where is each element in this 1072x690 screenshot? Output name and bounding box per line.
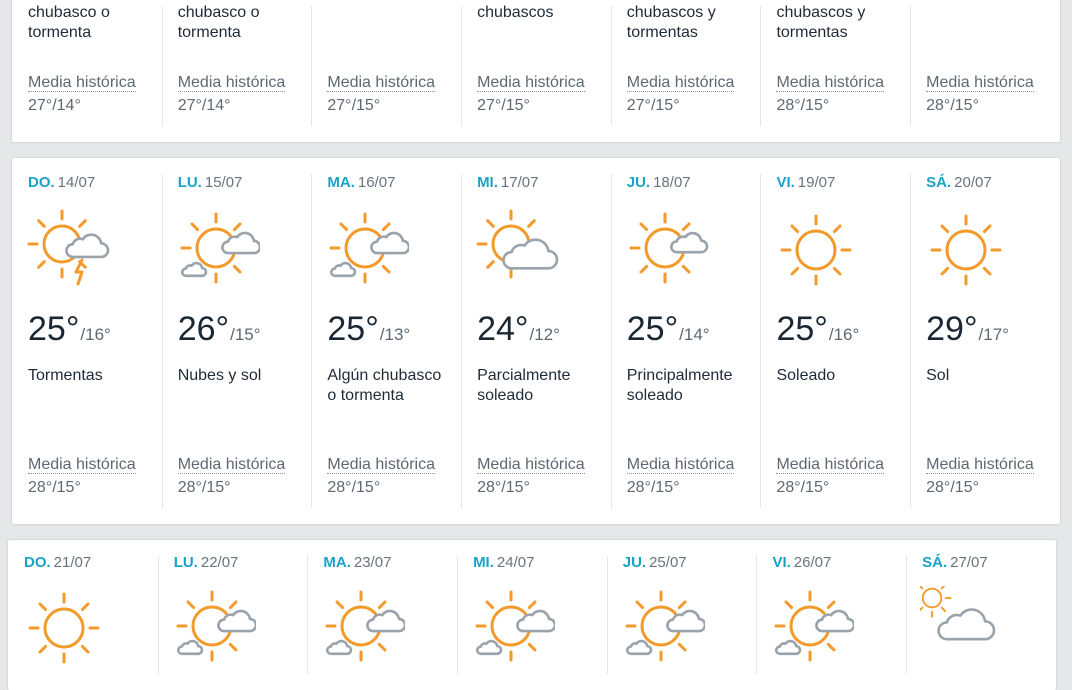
day-date	[178, 174, 243, 191]
historical-average	[327, 72, 435, 117]
historical-value: 28°/15°	[926, 479, 979, 496]
day-date	[922, 554, 988, 571]
historical-label[interactable]: Media histórica	[327, 74, 435, 91]
day-name: VI.	[776, 174, 795, 191]
sun-icon	[22, 586, 106, 670]
temperatures	[776, 310, 859, 349]
date-value: 25/07	[649, 554, 687, 571]
historical-average	[776, 72, 884, 117]
day-name: MI.	[477, 174, 498, 191]
day-name: JU.	[626, 174, 651, 191]
sun-clouds-icon	[325, 208, 409, 292]
sun-clouds-icon	[172, 586, 256, 670]
forecast-card-week-3	[8, 540, 1056, 690]
day-date	[627, 174, 691, 191]
historical-average	[178, 72, 286, 117]
min-temp: /16°	[80, 325, 111, 344]
min-temp: /15°	[230, 325, 261, 344]
day-date	[24, 554, 91, 571]
temperatures	[178, 310, 261, 349]
date-value: 14/07	[57, 174, 96, 191]
forecast-card-week-2	[12, 158, 1060, 524]
day-name: MI.	[473, 554, 494, 571]
day-column[interactable]	[461, 158, 611, 524]
historical-label[interactable]: Media histórica	[926, 456, 1034, 473]
day-date	[174, 554, 239, 571]
day-column[interactable]	[611, 158, 761, 524]
max-temp: 25°	[327, 310, 379, 348]
historical-label[interactable]: Media histórica	[776, 74, 885, 91]
day-name: JU.	[622, 554, 647, 571]
date-value: 26/07	[793, 554, 832, 571]
condition-text: Soleado	[776, 367, 836, 384]
condition-text: Algún chubasco o tormenta	[327, 367, 442, 404]
day-column[interactable]	[607, 540, 757, 690]
historical-value: 28°/15°	[776, 479, 830, 496]
temperatures	[28, 310, 111, 349]
date-value: 21/07	[53, 554, 92, 571]
day-column[interactable]	[307, 540, 457, 690]
max-temp: 25°	[776, 310, 828, 348]
historical-label[interactable]: Media histórica	[477, 74, 585, 91]
historical-value: 27°/15°	[477, 97, 530, 114]
date-value: 24/07	[496, 554, 535, 571]
condition-text: Tormentas	[28, 367, 103, 384]
day-date	[776, 174, 835, 191]
day-name: MA.	[323, 554, 351, 571]
temperatures	[477, 310, 560, 349]
historical-average	[627, 72, 735, 117]
historical-value: 28°/15°	[177, 479, 231, 496]
historical-average	[28, 454, 136, 499]
day-column[interactable]	[906, 540, 1056, 690]
condition-text: Nubes y sol	[177, 367, 262, 384]
max-temp: 25°	[28, 310, 80, 348]
day-column[interactable]	[756, 540, 906, 690]
historical-value: 28°/15°	[28, 479, 81, 496]
condition-text: Parcialmente soleado	[477, 367, 571, 404]
historical-label[interactable]: Media histórica	[28, 456, 136, 473]
day-column[interactable]	[12, 158, 162, 524]
sun-cloud-lightning-icon	[26, 208, 110, 292]
day-column[interactable]	[162, 158, 312, 524]
temperatures	[327, 310, 410, 349]
historical-label[interactable]: Media histórica	[477, 456, 585, 473]
forecast-card-week-1	[12, 0, 1060, 142]
condition-text: chubascos y tormentas	[626, 4, 716, 41]
historical-value: 27°/15°	[626, 97, 680, 114]
historical-label[interactable]: Media histórica	[177, 456, 286, 473]
min-temp: /16°	[828, 325, 860, 344]
sun-clouds-icon	[770, 586, 854, 670]
day-column[interactable]	[910, 158, 1060, 524]
date-value: 20/07	[954, 174, 992, 191]
day-column	[910, 0, 1060, 142]
day-column	[760, 0, 910, 142]
day-name: LU.	[173, 554, 198, 571]
day-date	[327, 174, 395, 191]
condition-text: chubasco o tormenta	[28, 4, 110, 41]
cloud-small-sun-icon	[920, 586, 1004, 670]
historical-average	[327, 454, 435, 499]
day-name: MA.	[327, 174, 355, 191]
historical-average	[926, 72, 1034, 117]
day-column[interactable]	[457, 540, 607, 690]
historical-label[interactable]: Media histórica	[28, 74, 136, 91]
date-value: 17/07	[500, 174, 539, 191]
day-name: VI.	[772, 554, 791, 571]
temperatures	[627, 310, 710, 349]
day-date	[477, 174, 538, 191]
historical-value: 28°/15°	[926, 97, 979, 114]
date-value: 18/07	[653, 174, 691, 191]
sun-clouds-icon	[621, 586, 705, 670]
day-date	[623, 554, 687, 571]
day-name: DO.	[28, 174, 55, 191]
day-date	[772, 554, 831, 571]
historical-value: 27°/14°	[177, 97, 231, 114]
condition-text: Sol	[926, 367, 950, 384]
max-temp: 25°	[626, 310, 679, 348]
historical-label[interactable]: Media histórica	[177, 74, 286, 91]
historical-label[interactable]: Media histórica	[776, 456, 885, 473]
max-temp: 29°	[926, 310, 978, 348]
date-value: 16/07	[357, 174, 396, 191]
historical-average	[477, 454, 585, 499]
historical-value: 28°/15°	[626, 479, 680, 496]
min-temp: /14°	[679, 325, 710, 344]
day-column[interactable]	[158, 540, 308, 690]
day-column[interactable]	[8, 540, 158, 690]
day-name: SÁ.	[926, 174, 952, 191]
min-temp: /12°	[529, 325, 560, 344]
date-value: 27/07	[950, 554, 988, 571]
condition-text: chubascos	[477, 4, 554, 21]
sun-clouds-icon	[471, 586, 555, 670]
historical-label[interactable]: Media histórica	[926, 74, 1034, 91]
min-temp: /13°	[379, 325, 411, 344]
condition-text: chubasco o tormenta	[177, 4, 260, 41]
day-name: SÁ.	[922, 554, 948, 571]
day-date	[323, 554, 391, 571]
historical-average	[28, 72, 136, 117]
condition-text: Principalmente soleado	[626, 367, 733, 404]
sun-icon	[774, 208, 858, 292]
date-value: 19/07	[797, 174, 836, 191]
historical-value: 28°/15°	[327, 479, 381, 496]
sun-clouds-icon	[321, 586, 405, 670]
date-value: 22/07	[200, 554, 239, 571]
historical-average	[178, 454, 286, 499]
day-name: DO.	[24, 554, 51, 571]
max-temp: 24°	[477, 310, 529, 348]
historical-label[interactable]: Media histórica	[327, 456, 435, 473]
day-date	[926, 174, 992, 191]
day-column[interactable]	[311, 158, 461, 524]
day-column	[461, 0, 611, 142]
day-date	[473, 554, 534, 571]
day-column	[311, 0, 461, 142]
condition-text: chubascos y tormentas	[776, 4, 866, 41]
sun-icon	[924, 208, 1008, 292]
historical-value: 27°/14°	[28, 97, 81, 114]
historical-label[interactable]: Media histórica	[626, 74, 735, 91]
max-temp: 26°	[177, 310, 230, 348]
historical-average	[627, 454, 735, 499]
day-column[interactable]	[760, 158, 910, 524]
sun-clouds-icon	[176, 208, 260, 292]
historical-average	[776, 454, 884, 499]
date-value: 23/07	[353, 554, 392, 571]
sun-big-cloud-icon	[475, 208, 559, 292]
day-column	[611, 0, 761, 142]
historical-value: 27°/15°	[327, 97, 381, 114]
historical-average	[926, 454, 1034, 499]
historical-value: 28°/15°	[776, 97, 830, 114]
historical-label[interactable]: Media histórica	[626, 456, 735, 473]
min-temp: /17°	[978, 325, 1009, 344]
historical-value: 28°/15°	[477, 479, 530, 496]
temperatures	[926, 310, 1009, 349]
sun-small-cloud-icon	[625, 208, 709, 292]
day-column	[162, 0, 312, 142]
date-value: 15/07	[204, 174, 243, 191]
day-name: LU.	[177, 174, 202, 191]
day-date	[28, 174, 95, 191]
day-column	[12, 0, 162, 142]
historical-average	[477, 72, 585, 117]
